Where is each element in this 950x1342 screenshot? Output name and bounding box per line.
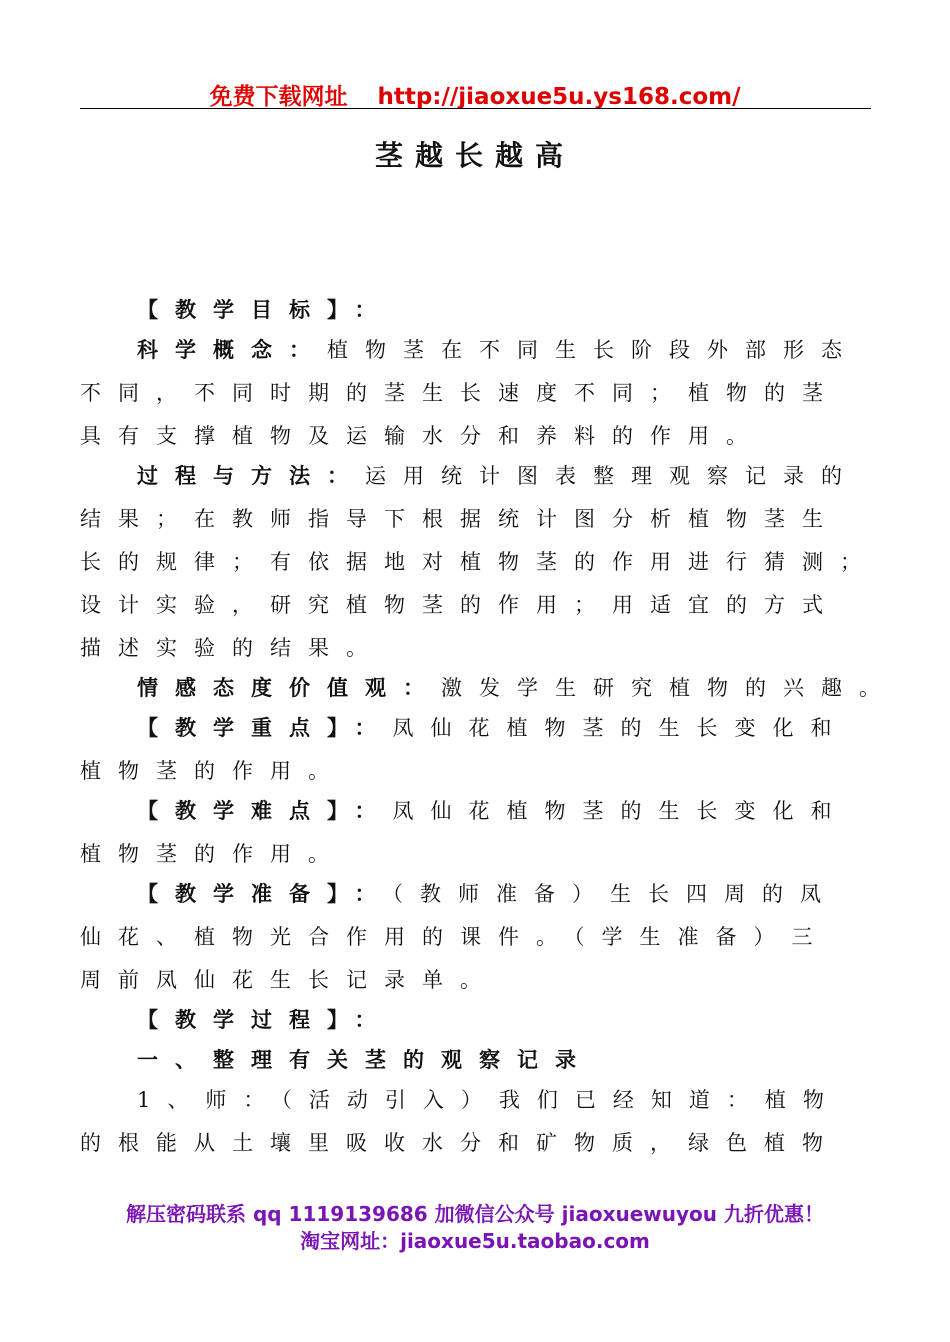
section-heading: 【教学重点】：: [137, 715, 393, 740]
line-text: 激发学生研究植物的兴趣。: [441, 676, 897, 700]
document-body: [80, 292, 897, 1168]
text-line: [80, 670, 897, 710]
text-line: 不同，不同时期的茎生长速度不同；植物的茎: [80, 381, 840, 405]
text-line: [80, 458, 870, 501]
footer-contact: 解压密码联系 qq 1119139686 加微信公众号 jiaoxuewuyou 九折优惠！: [126, 1202, 824, 1226]
section-heading: 科学概念：: [137, 337, 327, 362]
section-heading: 【教学准备】：: [137, 881, 393, 906]
footer-taobao-link[interactable]: 淘宝网址：jiaoxue5u.taobao.com: [300, 1229, 650, 1253]
section-heading: 情感态度价值观：: [137, 675, 441, 700]
text-line: [80, 710, 870, 753]
text-line: 植物茎的作用。: [80, 759, 346, 783]
text-line: 【教学目标】：: [137, 297, 393, 322]
download-url-link[interactable]: http://jiaoxue5u.ys168.com/: [377, 84, 741, 110]
text-line: 描述实验的结果。: [80, 636, 384, 660]
download-label: 免费下载网址: [209, 84, 348, 110]
download-header: [0, 78, 950, 111]
line-text: （教师准备）生长四周的凤: [392, 882, 838, 906]
text-line: 设计实验，研究植物茎的作用；用适宜的方式: [80, 593, 840, 617]
text-line: 仙花、植物光合作用的课件。（学生准备）三: [80, 925, 830, 949]
text-line: [80, 793, 870, 836]
text-line: 长的规律；有依据地对植物茎的作用进行猜测；: [80, 550, 878, 574]
section-heading: 【教学难点】：: [137, 798, 393, 823]
header-divider: [80, 108, 871, 109]
line-text: 运用统计图表整理观察记录的: [365, 464, 859, 488]
line-text: 植物茎在不同生长阶段外部形态: [327, 338, 859, 362]
section-heading: 一、整理有关茎的观察记录: [137, 1047, 593, 1072]
text-line: 结果；在教师指导下根据统计图分析植物茎生: [80, 507, 840, 531]
text-line: [80, 332, 870, 375]
text-line: [80, 876, 870, 919]
text-line: 具有支撑植物及运输水分和养料的作用。: [80, 424, 764, 448]
text-line: 1、师：（活动引入）我们已经知道：植物: [137, 1088, 841, 1112]
text-line: 周前凤仙花生长记录单。: [80, 968, 498, 992]
document-title: 茎越长越高: [374, 139, 575, 172]
section-heading: 【教学过程】：: [137, 1007, 393, 1032]
text-line: 的根能从土壤里吸收水分和矿物质，绿色植物: [80, 1131, 840, 1155]
section-heading: 过程与方法：: [137, 463, 365, 488]
line-text: 凤仙花植物茎的生长变化和: [392, 716, 849, 740]
line-text: 凤仙花植物茎的生长变化和: [392, 799, 849, 823]
text-line: 植物茎的作用。: [80, 842, 346, 866]
